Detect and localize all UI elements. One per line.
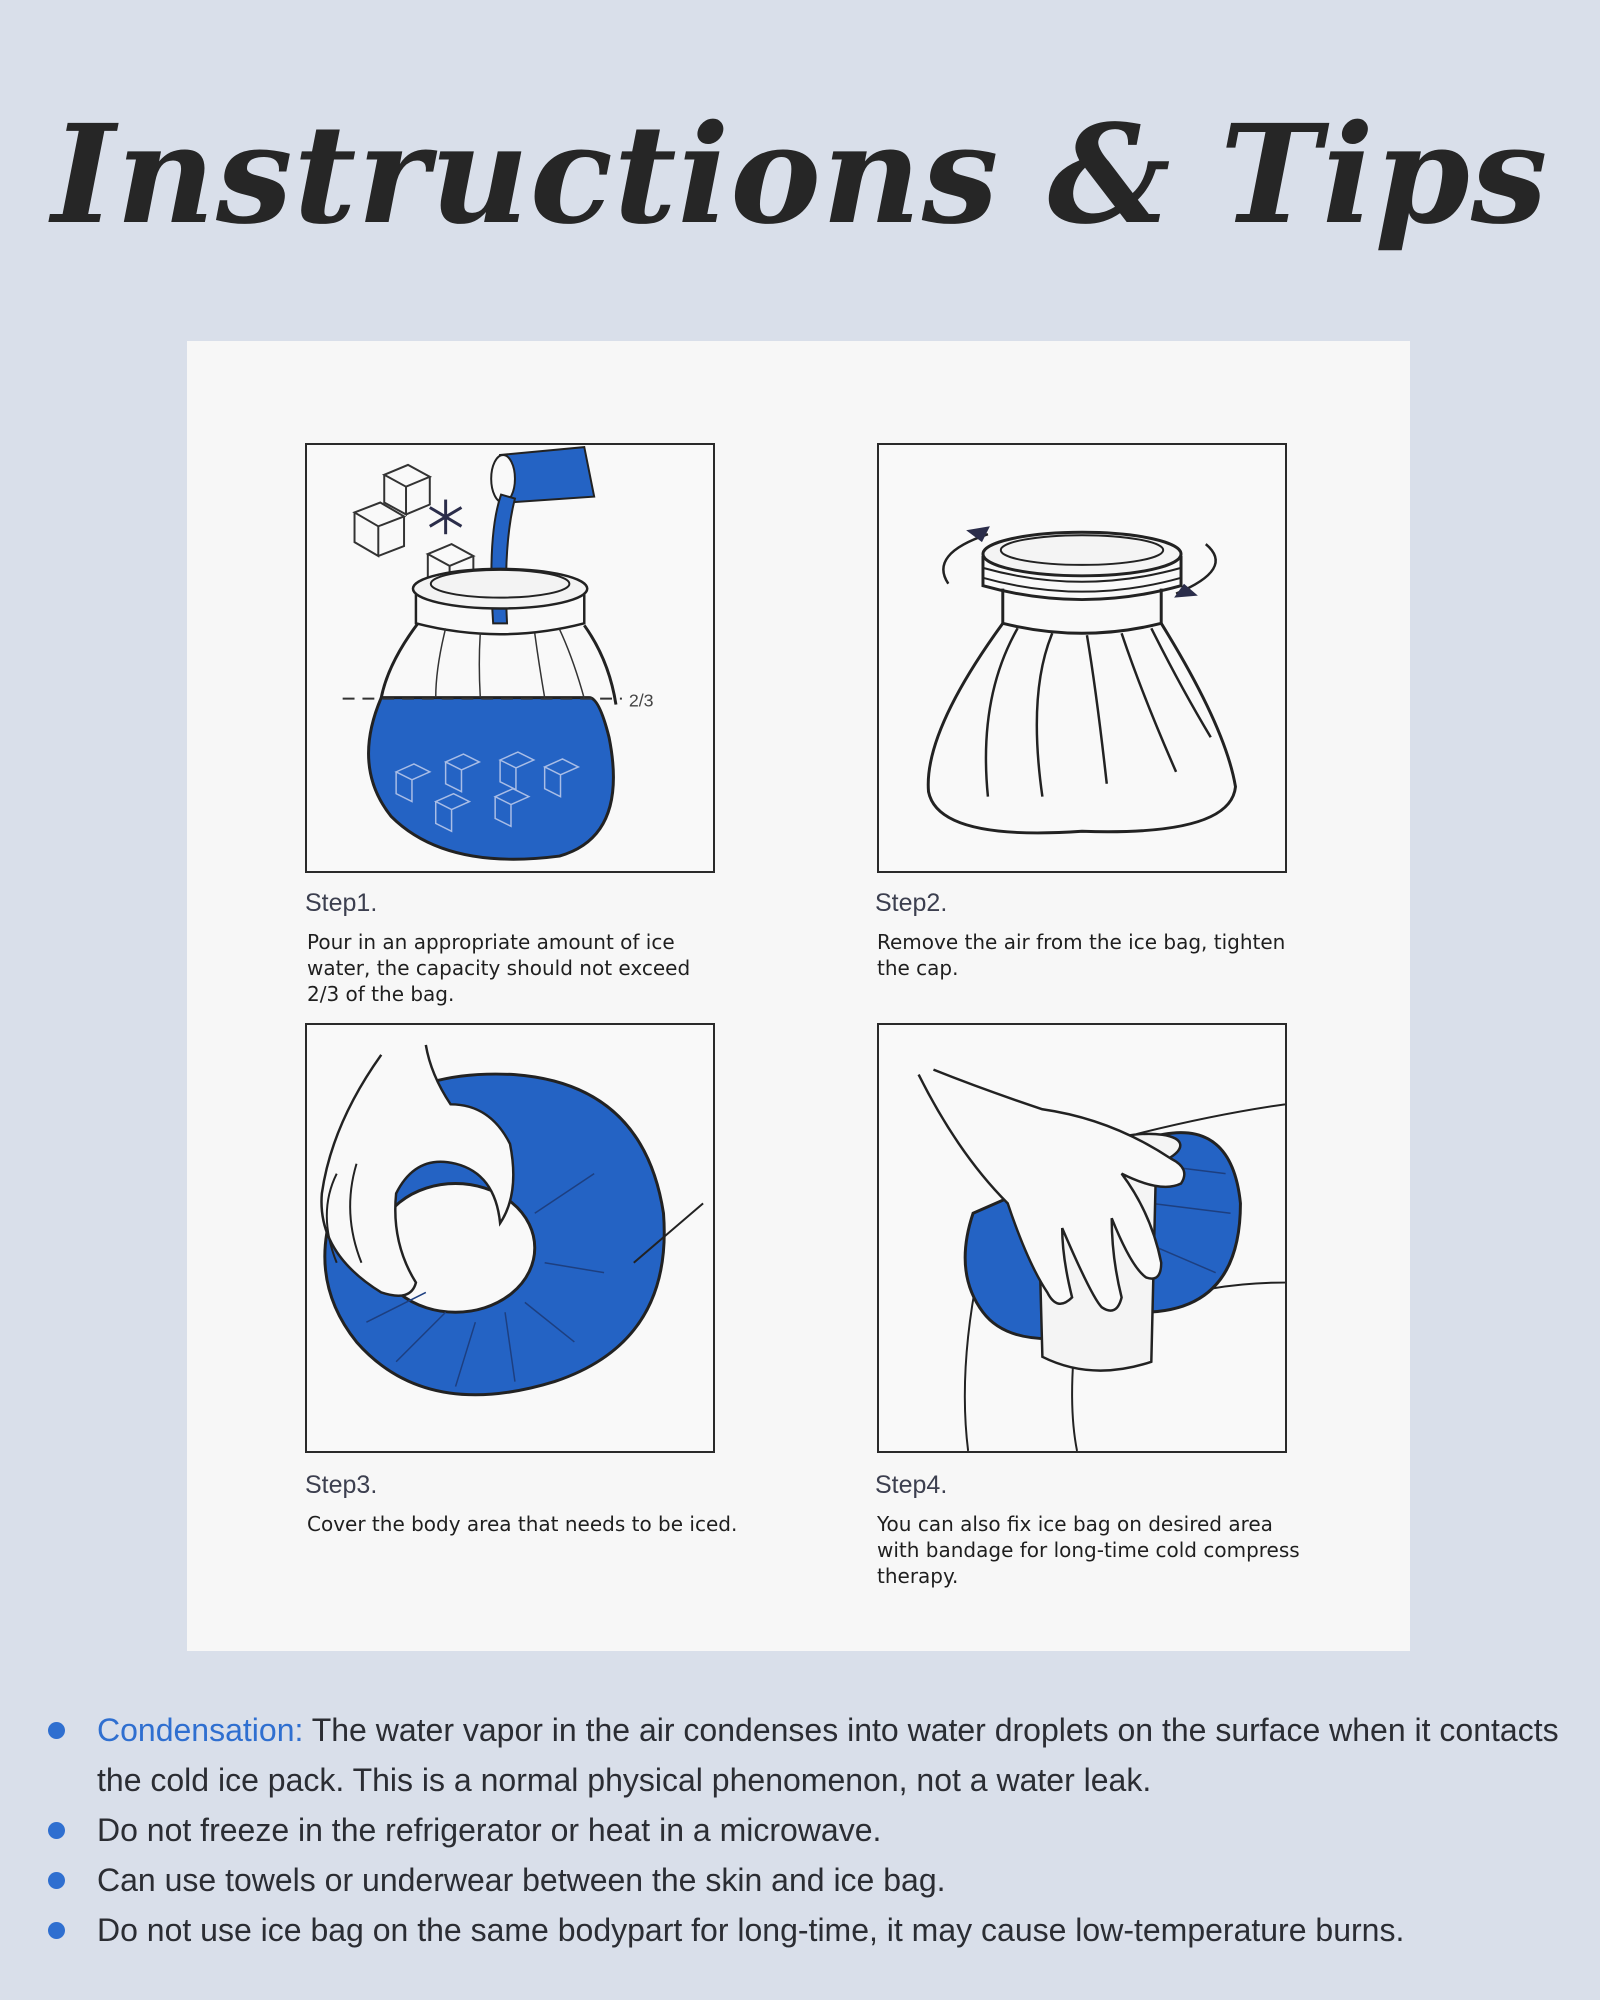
fill-mark-label: 2/3 bbox=[628, 690, 654, 711]
step2-illustration bbox=[877, 443, 1287, 873]
bullet-icon bbox=[48, 1722, 65, 1739]
step4-illustration bbox=[877, 1023, 1287, 1453]
step2-description: Remove the air from the ice bag, tighten the cap. bbox=[877, 930, 1286, 980]
bullet-icon bbox=[48, 1872, 65, 1889]
step4-description: You can also fix ice bag on desired area with bandage for long-time cold compress therapy. bbox=[877, 1512, 1300, 1588]
bullet-icon bbox=[48, 1922, 65, 1939]
tip-text: Do not use ice bag on the same bodypart for long-time, it may cause low-temperature burns. bbox=[97, 1912, 1405, 1948]
bullet-icon bbox=[48, 1822, 65, 1839]
tip-no-freeze bbox=[48, 1805, 1578, 1855]
ice-bag-pouring-icon bbox=[307, 445, 713, 871]
tip-text: Can use towels or underwear between the skin and ice bag. bbox=[97, 1862, 946, 1898]
tip-lead: Condensation: bbox=[97, 1712, 304, 1748]
instructions-card bbox=[187, 341, 1410, 1651]
step2-label: Step2. bbox=[875, 889, 948, 917]
step1-label: Step1. bbox=[305, 889, 378, 917]
step1-description: Pour in an appropriate amount of ice water, the capacity should not exceed 2/3 of the bag. bbox=[307, 930, 691, 1006]
ice-bag-bandage-icon bbox=[879, 1025, 1285, 1451]
ice-bag-cap-icon bbox=[879, 445, 1285, 871]
step1-illustration bbox=[305, 443, 715, 873]
tip-use-towel bbox=[48, 1855, 1578, 1905]
tip-text: Do not freeze in the refrigerator or heat in a microwave. bbox=[97, 1812, 882, 1848]
step3-description: Cover the body area that needs to be iced. bbox=[307, 1512, 738, 1536]
ice-bag-applied-icon bbox=[307, 1025, 713, 1451]
step4-label: Step4. bbox=[875, 1471, 948, 1499]
tip-text: The water vapor in the air condenses into water droplets on the surface when it contacts the cold ice pack. This is a normal physical phenomenon, not a water leak. bbox=[97, 1712, 1559, 1798]
tip-burn-warning bbox=[48, 1905, 1578, 1955]
tip-condensation bbox=[48, 1705, 1578, 1805]
tips-list bbox=[48, 1705, 1578, 1955]
page-title: Instructions & Tips bbox=[51, 95, 1549, 255]
step3-label: Step3. bbox=[305, 1471, 378, 1499]
step3-illustration bbox=[305, 1023, 715, 1453]
